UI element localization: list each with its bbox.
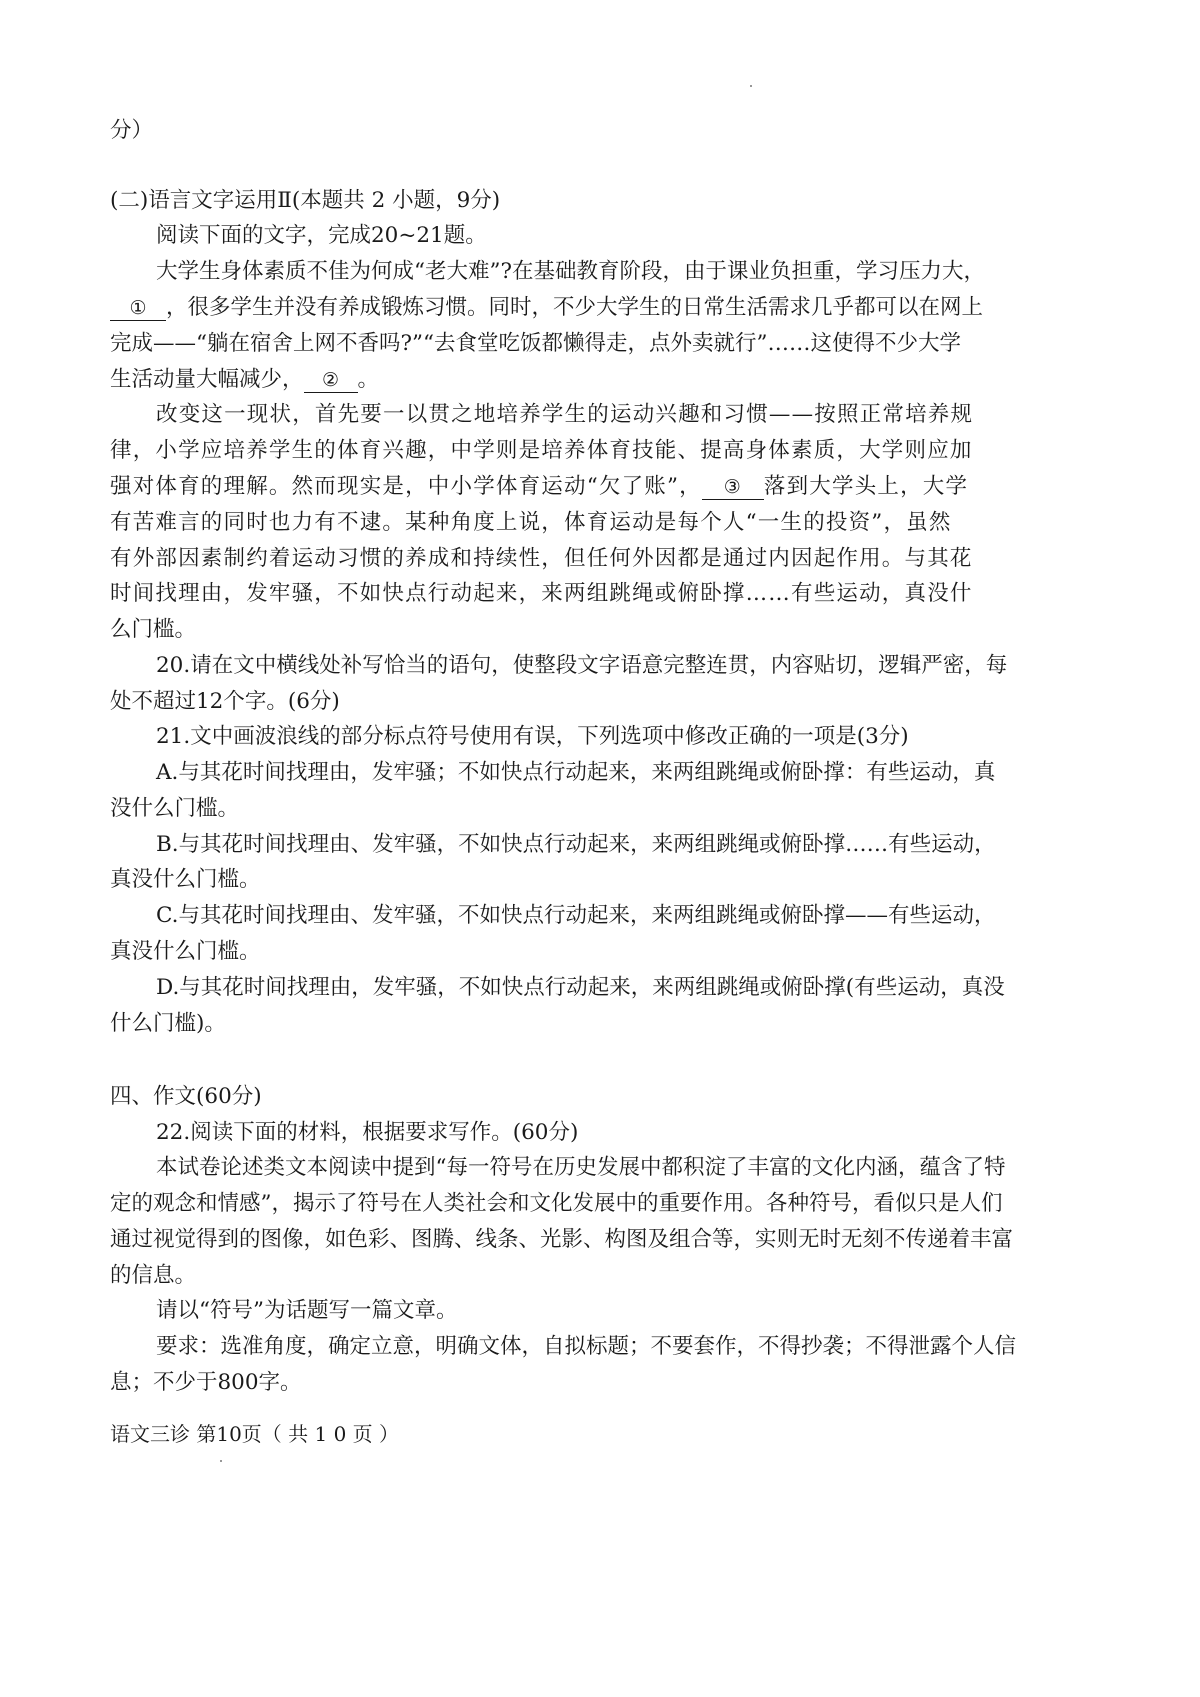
option-c-cont: 真没什么门槛。 [110,939,261,964]
writing-requirements-cont: 息；不少于800字。 [110,1370,302,1395]
page-footer: 语文三诊 第10页（ 共 1 0 页 ） [110,1422,400,1446]
material-line: 定的观念和情感”，揭示了符号在人类社会和文化发展中的重要作用。各种符号，看似只是人们 [110,1191,1003,1216]
material-line: 的信息。 [110,1263,197,1288]
passage-text: 。 [357,367,380,392]
material-line: 通过视觉得到的图像，如色彩、图腾、线条、光影、构图及组合等，实则无时无刻不传递着丰富 [110,1227,1014,1252]
passage-line: 完成——“躺在宿舍上网不香吗?”“去食堂吃饭都懒得走，点外卖就行”……这使得不少大学 [110,331,961,356]
option-b-cont: 真没什么门槛。 [110,867,261,892]
option-d: D.与其花时间找理由，发牢骚，不如快点行动起来，来两组跳绳或俯卧撑(有些运动，真没 [156,975,1005,1000]
writing-topic: 请以“符号”为话题写一篇文章。 [156,1298,458,1323]
option-c: C.与其花时间找理由、发牢骚，不如快点行动起来，来两组跳绳或俯卧撑——有些运动， [156,903,996,928]
option-a: A.与其花时间找理由，发牢骚；不如快点行动起来，来两组跳绳或俯卧撑：有些运动，真 [156,760,996,785]
question-20-cont: 处不超过12个字。(6分) [110,689,340,714]
option-d-cont: 什么门槛)。 [110,1011,226,1036]
passage-line [110,473,1090,501]
scan-speck [220,1460,222,1462]
question-22: 22.阅读下面的材料，根据要求写作。(60分) [156,1120,579,1145]
option-a-cont: 没什么门槛。 [110,796,240,821]
passage-text: ，很多学生并没有养成锻炼习惯。同时，不少大学生的日常生活需求几乎都可以在网上 [166,295,984,320]
passage-text: 落到大学头上，大学 [763,474,969,499]
passage-line: 么门槛。 [110,617,197,642]
question-21-stem: 21.文中画波浪线的部分标点符号使用有误，下列选项中修改正确的一项是(3分) [156,724,909,749]
blank-2: ② [304,368,358,393]
question-20: 20.请在文中横线处补写恰当的语句，使整段文字语意完整连贯，内容贴切，逻辑严密，每 [156,653,1008,678]
passage-line: 有外部因素制约着运动习惯的养成和持续性，但任何外因都是通过内因起作用。与其花 [110,546,973,571]
scan-speck [750,85,752,87]
writing-requirements: 要求：选准角度，确定立意，明确文体，自拟标题；不要套作，不得抄袭；不得泄露个人信 [156,1334,1017,1359]
continuation-text: 分） [110,118,154,143]
passage-text: 强对体育的理解。然而现实是，中小学体育运动“欠了账”， [110,474,702,499]
passage-line: 有苦难言的同时也力有不逮。某种角度上说，体育运动是每个人“一生的投资”，虽然 [110,510,952,535]
instruction: 阅读下面的文字，完成20~21题。 [156,223,487,248]
passage-line [110,294,1090,322]
passage-line: 大学生身体素质不佳为何成“老大难”?在基础教育阶段，由于课业负担重，学习压力大， [156,259,986,284]
passage-line: 时间找理由，发牢骚，不如快点行动起来，来两组跳绳或俯卧撑……有些运动，真没什 [110,581,973,606]
passage-line [110,366,1090,394]
passage-line: 改变这一现状，首先要一以贯之地培养学生的运动兴趣和习惯——按照正常培养规 [156,402,974,427]
blank-1: ① [110,296,166,321]
passage-text: 生活动量大幅减少， [110,367,304,392]
blank-3: ③ [702,475,764,500]
option-b: B.与其花时间找理由、发牢骚，不如快点行动起来，来两组跳绳或俯卧撑……有些运动， [156,832,996,857]
passage-line: 律，小学应培养学生的体育兴趣，中学则是培养体育技能、提高身体素质，大学则应加 [110,438,973,463]
section-heading: 四、作文(60分) [110,1084,262,1109]
material-line: 本试卷论述类文本阅读中提到“每一符号在历史发展中都积淀了丰富的文化内涵，蕴含了特 [156,1155,1006,1180]
section-heading: (二)语言文字运用Ⅱ(本题共 2 小题，9分) [110,188,501,213]
